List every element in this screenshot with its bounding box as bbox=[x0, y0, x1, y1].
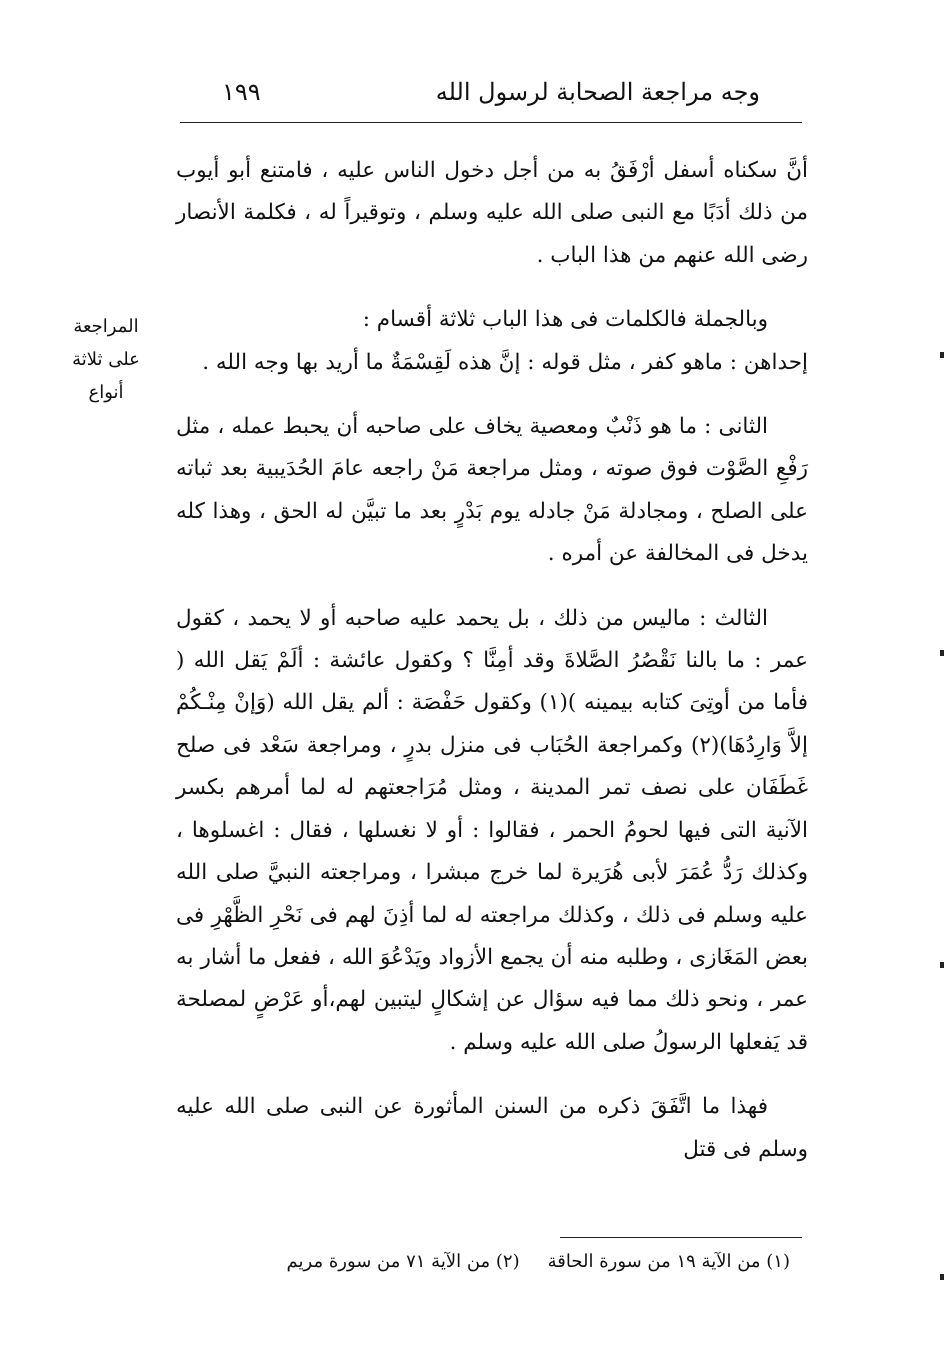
paragraph-summary: وبالجملة فالكلمات فى هذا الباب ثلاثة أقسام : bbox=[362, 307, 768, 333]
scan-mark bbox=[940, 352, 944, 358]
scan-mark bbox=[940, 962, 944, 968]
footnote-divider bbox=[560, 1237, 802, 1238]
margin-note-line: على ثلاثة bbox=[72, 349, 140, 370]
margin-note bbox=[64, 310, 148, 409]
running-header bbox=[180, 78, 800, 118]
footnotes bbox=[190, 1250, 790, 1274]
page-number: ١٩٩ bbox=[222, 78, 261, 106]
margin-note-line: أنواع bbox=[88, 382, 124, 403]
paragraph-second-category: الثانى : ما هو ذَنْبٌ ومعصية يخاف على صاحبه أن يحبط عمله ، مثل رَفْعِ الصَّوْت فوق صوته ، ومثل مراجعة مَنْ راجعه عامَ الحُدَيبية بعد ثباته على الصلح ، ومجادلة مَنْ جادله يوم بَدْرٍ بعد ما تبيَّن له الحق ، وهذا كله يدخل فى المخالفة عن أمره . bbox=[176, 414, 808, 567]
scan-mark bbox=[940, 1274, 944, 1280]
margin-note-line: المراجعة bbox=[73, 316, 139, 337]
paragraph-closing: فهذا ما اتَّفَقَ ذكره من السنن المأثورة عن النبى صلى الله عليه وسلم فى قتل bbox=[176, 1094, 808, 1162]
scan-mark bbox=[940, 650, 944, 656]
paragraph-intro: أنَّ سكناه أسفل أرْفَقُ به من أجل دخول الناس عليه ، فامتنع أبو أيوب من ذلك أدَبًا مع النبى صلى الله عليه وسلم ، وتوقيراً له ، فكلمة الأنصار رضى الله عنهم من هذا الباب . bbox=[176, 158, 808, 268]
footnote-1: (١) من الآية ١٩ من سورة الحاقة bbox=[547, 1251, 790, 1272]
header-divider bbox=[180, 122, 802, 123]
main-text bbox=[176, 150, 808, 1171]
footnote-2: (٢) من الآية ٧١ من سورة مريم bbox=[286, 1251, 520, 1272]
paragraph-third-category: الثالث : ماليس من ذلك ، بل يحمد عليه صاحبه أو لا يحمد ، كقول عمر : ما بالنا نَقْصُرُ الصَّلاةَ وقد أمِنَّا ؟ وكقول عائشة : ألَمْ يَقل الله ( فأما من أوتِىَ كتابه بيمينه )(١) وكقول حَفْصَة : ألم يقل الله (وَإنْ مِنْـكُمْ إلاَّ وَارِدُهَا)(٢) وكمراجعة الحُبَاب فى منزل بدرٍ ، ومراجعة سَعْد فى صلح غَطَفَان على نصف تمر المدينة ، ومثل مُرَاجعتهم له لما أمرهم بكسر الآنية التى فيها لحومُ الحمر ، فقالوا : أو لا نغسلها ، فقال : اغسلوها ، وكذلك رَدُّ عُمَرَ لأبى هُرَيرة لما خرج مبشرا ، ومراجعته النبيَّ صلى الله عليه وسلم فى ذلك ، وكذلك مراجعته له لما أذِنَ لهم فى نَحْرِ الظَّهْرِ فى بعض المَغَازى ، وطلبه منه أن يجمع الأزواد ويَدْعُوَ الله ، ففعل ما أشار به عمر ، ونحو ذلك مما فيه سؤال عن إشكالٍ ليتبين لهم،أو عَرْضٍ لمصلحة قد يَفعلها الرسولُ صلى الله عليه وسلم . bbox=[176, 605, 809, 1055]
running-title: وجه مراجعة الصحابة لرسول الله bbox=[435, 78, 760, 106]
paragraph-first-category: إحداهن : ماهو كفر ، مثل قوله : إنَّ هذه لَقِسْمَةٌ ما أريد بها وجه الله . bbox=[202, 349, 808, 375]
